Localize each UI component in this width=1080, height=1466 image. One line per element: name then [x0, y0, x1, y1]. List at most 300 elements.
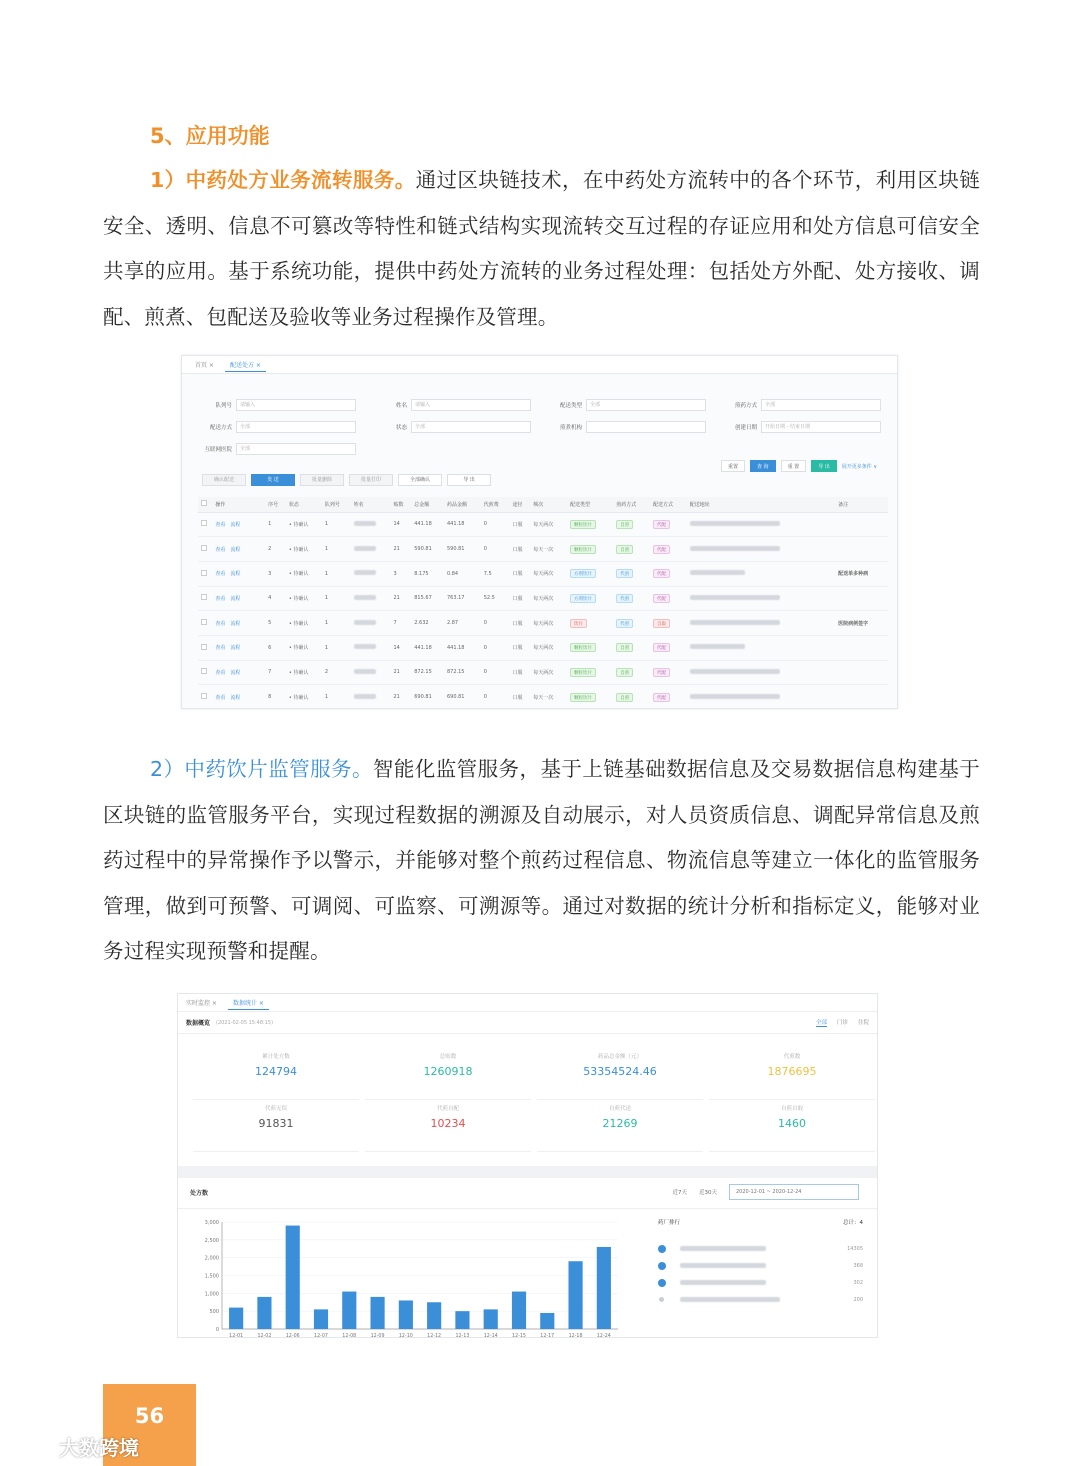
column-header: 序号: [265, 497, 286, 512]
decoction-method-tag: 自煎: [616, 693, 633, 702]
frequency: 每天两次: [530, 660, 567, 685]
shipping-method-tag: 代配: [653, 643, 670, 652]
y-tick-label: 2,500: [204, 1237, 219, 1244]
total-amount: 2.632: [411, 611, 444, 636]
expand-filters-link[interactable]: 展开更多条件 ∨: [841, 463, 877, 470]
route: 口服: [509, 611, 530, 636]
blurred-name: [354, 521, 376, 526]
shipping-method-cell: [650, 660, 687, 685]
drug-amount: 441.18: [444, 635, 481, 660]
y-tick-label: 500: [209, 1309, 219, 1316]
dose-count: 14: [390, 512, 411, 537]
tab-prescription[interactable]: 配送处方 ×: [225, 358, 266, 372]
ranking-value: 368: [853, 1262, 863, 1269]
remark: [835, 586, 888, 611]
frequency: 每天两次: [530, 635, 567, 660]
shipping-method-tag: 代配: [653, 545, 670, 554]
blurred-address: [690, 644, 745, 649]
column-header: 途径: [509, 497, 530, 512]
patient-name-cell: [351, 685, 391, 709]
prescription-table: [198, 497, 888, 709]
row-actions: [212, 561, 265, 586]
view-link[interactable]: 查看: [215, 546, 226, 553]
bar: [286, 1226, 300, 1329]
dose-count: 3: [390, 561, 411, 586]
filter-input[interactable]: [586, 421, 706, 433]
blurred-name: [354, 546, 376, 551]
queue-number: 1: [322, 635, 351, 660]
row-checkbox[interactable]: [201, 693, 207, 699]
filter-input[interactable]: 请输入: [236, 399, 356, 411]
batch-delete-button[interactable]: 批量删除: [300, 474, 344, 486]
stat-card: [193, 1048, 359, 1100]
route: 口服: [509, 685, 530, 709]
delivery-type-cell: [567, 660, 613, 685]
stat-value: 21269: [602, 1117, 638, 1130]
patient-name-cell: [351, 586, 391, 611]
route: 口服: [509, 660, 530, 685]
shipping-method-cell: [650, 635, 687, 660]
column-header: 队列号: [322, 497, 351, 512]
divider-line: [178, 1208, 877, 1209]
frequency: 每天两次: [530, 561, 567, 586]
ranking-header: [658, 1218, 863, 1226]
stat-value: 53354524.46: [583, 1065, 657, 1078]
bar: [257, 1297, 271, 1329]
prescription-bar-chart: [186, 1214, 626, 1338]
row-checkbox[interactable]: [201, 594, 207, 600]
table-header: [198, 497, 888, 512]
row-checkbox-cell: [198, 561, 212, 586]
filter-field: [192, 399, 367, 411]
queue-number: 1: [322, 685, 351, 709]
bar: [540, 1313, 554, 1329]
row-number: 5: [265, 611, 286, 636]
bar: [597, 1247, 611, 1329]
row-actions: [212, 537, 265, 562]
bar: [314, 1309, 328, 1329]
column-header: 状态: [286, 497, 322, 512]
decoction-method-tag: 自煎: [616, 668, 633, 677]
drug-amount: 872.15: [444, 660, 481, 685]
filter-field: [192, 443, 367, 455]
tab-realtime-monitor[interactable]: 实时监控 ×: [186, 1000, 217, 1007]
column-header: 备注: [835, 497, 888, 512]
column-header: 姓名: [351, 497, 391, 512]
stat-label: 自煎自取: [780, 1106, 803, 1112]
section-title: 5、应用功能: [150, 124, 270, 148]
filter-field: [717, 399, 892, 411]
tab-bar: [182, 356, 897, 374]
rank-dot-icon: [658, 1262, 666, 1270]
delivery-type-cell: [567, 512, 613, 537]
row-checkbox[interactable]: [201, 520, 207, 526]
filter-field: [367, 421, 542, 433]
decoction-method-tag: 代煎: [616, 569, 633, 578]
paragraph-lead: 2）中药饮片监管服务。: [150, 757, 373, 781]
shipping-method-tag: 自取: [653, 619, 670, 628]
queue-number: 1: [322, 586, 351, 611]
shipping-method-cell: [650, 561, 687, 586]
delivery-type-tag: 颗粒饮片: [570, 643, 596, 652]
batch-print-button[interactable]: 批量打印: [349, 474, 393, 486]
decoction-fee: 0: [481, 660, 510, 685]
address-cell: [687, 561, 835, 586]
manufacturer-ranking: [658, 1218, 863, 1308]
ranking-total: 总计：4: [843, 1220, 863, 1226]
range-tab-inpatient[interactable]: 住院: [857, 1020, 869, 1026]
table-row: [198, 660, 888, 685]
filter-label: 配送方式: [209, 425, 232, 431]
process-link[interactable]: 流程: [230, 645, 241, 652]
drug-amount: 2.87: [444, 611, 481, 636]
view-link[interactable]: 查看: [215, 694, 226, 701]
filter-label: 姓名: [395, 403, 407, 409]
confirm-all-button[interactable]: 全部确认: [398, 474, 442, 486]
process-link[interactable]: 流程: [230, 546, 241, 553]
blurred-address: [690, 669, 780, 674]
x-tick-label: 12-10: [398, 1334, 413, 1339]
frequency: 每天两次: [530, 611, 567, 636]
row-actions: [212, 635, 265, 660]
blurred-manufacturer: [680, 1263, 766, 1268]
stat-value: 1460: [778, 1117, 806, 1130]
date-range-picker[interactable]: 2020-12-01 ~ 2020-12-24: [729, 1184, 859, 1200]
process-link[interactable]: 流程: [230, 620, 241, 627]
range-tab-outpatient[interactable]: 门诊: [836, 1020, 848, 1026]
range-tab-all[interactable]: 全部: [815, 1020, 827, 1026]
total-amount: 441.18: [411, 635, 444, 660]
address-cell: [687, 660, 835, 685]
decoction-fee: 0: [481, 512, 510, 537]
confirm-delivery-button[interactable]: 确认配送: [202, 474, 246, 486]
delivery-type-tag: 颗粒饮片: [570, 520, 596, 529]
stat-label: 代煎数: [783, 1054, 801, 1060]
stat-value: 10234: [430, 1117, 466, 1130]
row-checkbox-cell: [198, 512, 212, 537]
tab-home[interactable]: 首页 ×: [195, 362, 214, 369]
process-link[interactable]: 流程: [230, 669, 241, 676]
process-link[interactable]: 流程: [230, 571, 241, 578]
filter-label: 煎煮机构: [559, 425, 582, 431]
range-tabs: [816, 1018, 869, 1027]
reset-button[interactable]: 重 置: [781, 460, 807, 472]
bar: [342, 1292, 356, 1329]
query-buttons: [721, 460, 877, 472]
table-row: [198, 561, 888, 586]
bar: [427, 1302, 441, 1329]
action-buttons: [202, 474, 491, 486]
y-tick-label: 0: [215, 1327, 219, 1333]
row-checkbox-cell: [198, 611, 212, 636]
watermark: [10, 1432, 139, 1461]
export-button[interactable]: 导 出: [811, 460, 837, 472]
address-cell: [687, 512, 835, 537]
row-checkbox-cell: [198, 685, 212, 709]
view-link[interactable]: 查看: [215, 595, 226, 602]
patient-name-cell: [351, 561, 391, 586]
shipping-method-tag: 代配: [653, 668, 670, 677]
row-status: • 待确认: [286, 561, 322, 586]
remark: 医院病例签字: [835, 611, 888, 636]
send-button[interactable]: 发 送: [251, 474, 295, 486]
blurred-name: [354, 570, 376, 575]
x-tick-label: 12-02: [257, 1334, 272, 1339]
filter-field: [367, 399, 542, 411]
stat-value: 91831: [258, 1117, 294, 1130]
ranking-row: [658, 1291, 863, 1308]
stat-label: 代煎自配: [436, 1106, 459, 1112]
x-tick-label: 12-15: [512, 1334, 526, 1339]
shipping-method-tag: 代配: [653, 693, 670, 702]
ranking-value: 14305: [847, 1245, 863, 1252]
y-tick-label: 1,000: [204, 1291, 219, 1298]
prescription-count-panel: [178, 1178, 877, 1338]
column-header: 配送类型: [567, 497, 613, 512]
row-checkbox[interactable]: [201, 545, 207, 551]
ranking-row: [658, 1240, 863, 1257]
paragraph-body: 通过区块链技术，在中药处方流转中的各个环节，利用区块链安全、透明、信息不可篡改等特性和链式结构实现流转交互过程的存证应用和处方信息可信安全共享的应用。基于系统功能，提供中药处方流转的业务过程处理：包括处方外配、处方接收、调配、煎煮、包配送及验收等业务过程操作及管理。: [103, 168, 980, 329]
stat-label: 代煎无误: [264, 1106, 287, 1112]
remark: 配送单多种病: [835, 561, 888, 586]
blurred-name: [354, 620, 376, 625]
x-tick-label: 12-24: [596, 1334, 611, 1339]
select-all-checkbox[interactable]: [201, 500, 207, 506]
blurred-address: [690, 570, 745, 575]
drug-amount: 0.84: [444, 561, 481, 586]
remark: [835, 537, 888, 562]
view-link[interactable]: 查看: [215, 645, 226, 652]
dose-count: 21: [390, 660, 411, 685]
shipping-method-tag: 代配: [653, 569, 670, 578]
delivery-type-cell: [567, 611, 613, 636]
row-checkbox-cell: [198, 586, 212, 611]
patient-name-cell: [351, 537, 391, 562]
decoction-fee: 52.5: [481, 586, 510, 611]
frequency: 每天一次: [530, 685, 567, 709]
delivery-type-cell: [567, 537, 613, 562]
paragraph-body: 智能化监管服务，基于上链基础数据信息及交易数据信息构建基于区块链的监管服务平台，实现过程数据的溯源及自动展示，对人员资质信息、调配异常信息及煎药过程中的异常操作予以警示，并能够对整个煎药过程信息、物流信息等建立一体化的监管服务管理，做到可预警、可调阅、可监察、可溯源等。通过对数据的统计分析和指标定义，能够对业务过程实现预警和提醒。: [103, 757, 980, 963]
decoction-method-cell: [613, 537, 650, 562]
decoction-method-cell: [613, 635, 650, 660]
blurred-name: [354, 595, 376, 600]
stat-label: 累计处方数: [262, 1054, 290, 1060]
last-30-days-link[interactable]: 近30天: [699, 1190, 717, 1196]
ranking-title: 药厂排行: [658, 1220, 681, 1226]
delivery-type-tag: 颗粒饮片: [570, 693, 596, 702]
frequency: 每天两次: [530, 586, 567, 611]
column-header: 煎药方式: [613, 497, 650, 512]
stat-card: [365, 1048, 531, 1100]
ranking-value: 200: [853, 1296, 863, 1303]
row-status: • 待确认: [286, 660, 322, 685]
blurred-address: [690, 595, 780, 600]
shipping-method-tag: 代配: [653, 594, 670, 603]
y-tick-label: 1,500: [204, 1273, 219, 1280]
filter-panel: [192, 394, 892, 460]
total-amount: 8.175: [411, 561, 444, 586]
filter-input[interactable]: 全部: [411, 421, 531, 433]
paragraph-lead: 1）中药处方业务流转服务。: [150, 168, 416, 192]
paragraph-supervision-service: [103, 747, 980, 975]
queue-number: 1: [322, 512, 351, 537]
filter-input[interactable]: 开始日期 - 结束日期: [761, 421, 881, 433]
address-cell: [687, 586, 835, 611]
bar: [484, 1309, 498, 1329]
row-status: • 待确认: [286, 537, 322, 562]
rank-dot-icon: [658, 1245, 666, 1253]
y-tick-label: 3,000: [204, 1220, 219, 1226]
tab-statistics[interactable]: 数据统计 ×: [228, 996, 269, 1010]
filter-input[interactable]: 请输入: [411, 399, 531, 411]
filter-field: [542, 399, 717, 411]
frequency: 每天两次: [530, 512, 567, 537]
watermark-text: 大数跨境: [59, 1436, 139, 1460]
chart-controls: [673, 1184, 860, 1200]
decoction-fee: 7.5: [481, 561, 510, 586]
view-link[interactable]: 查看: [215, 620, 226, 627]
filter-row: [192, 438, 892, 460]
view-link[interactable]: 查看: [215, 521, 226, 528]
process-link[interactable]: 流程: [230, 694, 241, 701]
rank-dot-icon: [658, 1279, 666, 1287]
view-link[interactable]: 查看: [215, 669, 226, 676]
table-row: [198, 685, 888, 709]
filter-field: [542, 421, 717, 433]
delivery-type-tag: 方剂饮片: [570, 594, 596, 603]
shipping-method-cell: [650, 537, 687, 562]
stat-card: [193, 1100, 359, 1152]
process-link[interactable]: 流程: [230, 521, 241, 528]
row-number: 1: [265, 512, 286, 537]
process-link[interactable]: 流程: [230, 595, 241, 602]
decoction-method-cell: [613, 512, 650, 537]
x-tick-label: 12-01: [229, 1334, 244, 1339]
last-7-days-link[interactable]: 近7天: [672, 1190, 687, 1196]
shipping-method-tag: 代配: [653, 520, 670, 529]
column-header: 操作: [212, 497, 265, 512]
overview-header: [178, 1012, 877, 1034]
filter-row: [192, 394, 892, 416]
decoction-fee: 0: [481, 611, 510, 636]
address-cell: [687, 685, 835, 709]
page-number: 56: [134, 1404, 165, 1428]
decoction-fee: 0: [481, 537, 510, 562]
blurred-address: [690, 521, 780, 526]
filter-input[interactable]: 全部: [236, 443, 356, 455]
dose-count: 21: [390, 537, 411, 562]
route: 口服: [509, 586, 530, 611]
x-tick-label: 12-14: [483, 1334, 498, 1339]
filter-row: [192, 416, 892, 438]
bar: [512, 1292, 526, 1329]
bar: [229, 1308, 243, 1329]
delivery-type-tag: 方剂饮片: [570, 569, 596, 578]
filter-label: 互联网医院: [204, 447, 232, 453]
patient-name-cell: [351, 512, 391, 537]
export-list-button[interactable]: 导 出: [447, 474, 491, 486]
row-checkbox[interactable]: [201, 668, 207, 674]
stat-value: 1260918: [423, 1065, 473, 1078]
ranking-row: [658, 1274, 863, 1291]
x-tick-label: 12-17: [540, 1334, 555, 1339]
address-cell: [687, 537, 835, 562]
table-row: [198, 586, 888, 611]
bar: [569, 1261, 583, 1329]
decoction-method-cell: [613, 611, 650, 636]
column-header: 贴数: [390, 497, 411, 512]
stat-label: 自煎代送: [608, 1106, 631, 1112]
remark: [835, 660, 888, 685]
bar: [455, 1311, 469, 1329]
stat-label: 药品总金额（元）: [597, 1054, 642, 1060]
delivery-type-tag: 饮片: [570, 619, 587, 628]
decoction-method-cell: [613, 660, 650, 685]
decoction-method-tag: 代煎: [616, 619, 633, 628]
decoction-method-cell: [613, 561, 650, 586]
x-tick-label: 12-09: [370, 1334, 385, 1339]
total-amount: 815.67: [411, 586, 444, 611]
view-link[interactable]: 查看: [215, 571, 226, 578]
search-button[interactable]: 查 询: [750, 460, 776, 472]
queue-number: 1: [322, 611, 351, 636]
patient-name-cell: [351, 660, 391, 685]
patient-name-cell: [351, 611, 391, 636]
route: 口服: [509, 561, 530, 586]
filter-input[interactable]: 全部: [586, 399, 706, 411]
row-number: 4: [265, 586, 286, 611]
row-checkbox[interactable]: [201, 644, 207, 650]
table-row: [198, 512, 888, 537]
filter-input[interactable]: 全部: [236, 421, 356, 433]
total-amount: 872.15: [411, 660, 444, 685]
filter-label: 创建日期: [734, 425, 757, 431]
stats-grid: [178, 1034, 877, 1152]
stat-value: 1876695: [767, 1065, 817, 1078]
drug-amount: 690.81: [444, 685, 481, 709]
stat-card: [365, 1100, 531, 1152]
y-tick-label: 2,000: [204, 1255, 219, 1262]
x-tick-label: 12-12: [427, 1334, 442, 1339]
row-checkbox[interactable]: [201, 570, 207, 576]
row-status: • 待确认: [286, 586, 322, 611]
row-checkbox-cell: [198, 635, 212, 660]
shipping-method-cell: [650, 512, 687, 537]
total-amount: 441.18: [411, 512, 444, 537]
row-checkbox[interactable]: [201, 619, 207, 625]
reset-checkbox[interactable]: 重置: [721, 460, 745, 472]
total-amount: 590.81: [411, 537, 444, 562]
decoction-fee: 0: [481, 685, 510, 709]
decoction-method-tag: 自煎: [616, 520, 633, 529]
prescription-list-screenshot: [181, 355, 898, 709]
decoction-method-tag: 自煎: [616, 545, 633, 554]
patient-name-cell: [351, 635, 391, 660]
delivery-type-tag: 颗粒饮片: [570, 545, 596, 554]
filter-input[interactable]: 全部: [761, 399, 881, 411]
blurred-address: [690, 694, 780, 699]
chart-title: 处方数: [190, 1190, 209, 1197]
dose-count: 21: [390, 586, 411, 611]
stat-card: [709, 1100, 875, 1152]
column-header: 频次: [530, 497, 567, 512]
shipping-method-cell: [650, 685, 687, 709]
stat-value: 124794: [255, 1065, 297, 1078]
x-tick-label: 12-06: [285, 1334, 300, 1339]
row-number: 7: [265, 660, 286, 685]
x-tick-label: 12-08: [342, 1334, 357, 1339]
column-header: [198, 497, 212, 512]
